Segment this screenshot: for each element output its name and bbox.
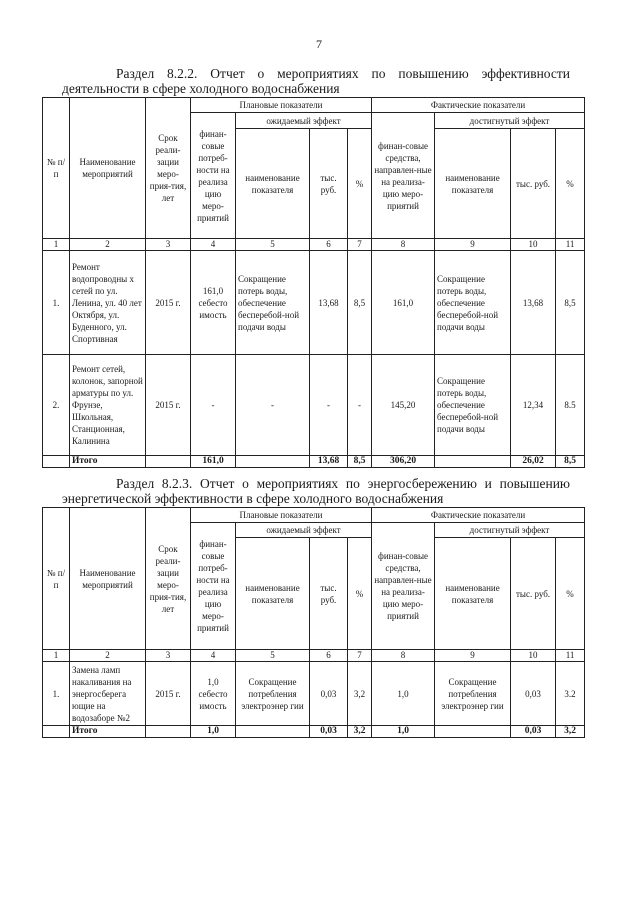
header-fact-pct: % [556,129,585,239]
row-fact-indicator: Сокращение потребления электроэнер гии [435,662,511,726]
header-fact-fin: финан-совые средства, направлен-ные на реализа-цию меро-приятий [372,113,435,239]
header-fact-rub: тыс. руб. [511,538,556,650]
col-num-4: 4 [191,239,236,251]
col-num-9: 9 [435,239,511,251]
header-expected: ожидаемый эффект [236,113,372,129]
header-plan-rub: тыс. руб. [310,129,348,239]
row-plan-indicator: Сокращение потерь воды, обеспечение бесперебой-ной подачи воды [236,251,310,355]
row-name: Ремонт водопроводны х сетей по ул. Ленина, ул. 40 лет Октября, ул. Буденного, ул. Спортивная [70,251,146,355]
col-num-10: 10 [511,650,556,662]
header-no: № п/ п [43,508,70,650]
row-plan-rub: - [310,355,348,456]
report-table-8-2-3 [42,507,585,738]
total-fact-rub: 26,02 [511,456,556,468]
header-achieved: достигнутый эффект [435,113,585,129]
section-1-title-line-2: деятельности в сфере холодного водоснабжения [62,81,340,96]
row-fact-pct: 8,5 [556,251,585,355]
total-fact-fin: 1,0 [372,726,435,738]
col-num-9: 9 [435,650,511,662]
section-1-title [62,66,570,96]
row-fact-pct: 8.5 [556,355,585,456]
total-row [43,726,585,738]
total-plan-rub: 13,68 [310,456,348,468]
row-plan-pct: 3,2 [348,662,372,726]
col-num-7: 7 [348,650,372,662]
header-expected: ожидаемый эффект [236,523,372,538]
row-plan-fin: 1,0 себесто имость [191,662,236,726]
col-num-11: 11 [556,239,585,251]
total-fact-pct: 3,2 [556,726,585,738]
header-name: Наименование мероприятий [70,98,146,239]
header-row-groups [43,508,585,523]
header-term: Срок реали-зации меро-прия-тия, лет [146,508,191,650]
col-num-3: 3 [146,650,191,662]
header-actual: Фактические показатели [372,508,585,523]
total-plan-pct: 8,5 [348,456,372,468]
row-no: 1. [43,662,70,726]
total-label: Итого [70,456,146,468]
row-plan-pct: - [348,355,372,456]
row-fact-fin: 1,0 [372,662,435,726]
total-plan-fin: 161,0 [191,456,236,468]
header-plan-rub: тыс. руб. [310,538,348,650]
total-plan-fin: 1,0 [191,726,236,738]
col-num-1: 1 [43,650,70,662]
col-num-5: 5 [236,239,310,251]
row-fact-rub: 12,34 [511,355,556,456]
row-plan-pct: 8,5 [348,251,372,355]
row-no: 1. [43,251,70,355]
col-num-8: 8 [372,239,435,251]
header-planned: Плановые показатели [191,98,372,113]
row-fact-rub: 13,68 [511,251,556,355]
row-fact-indicator: Сокращение потерь воды, обеспечение бесперебой-ной подачи воды [435,251,511,355]
header-row-groups [43,98,585,113]
row-fact-pct: 3.2 [556,662,585,726]
section-2-title-line-1: Раздел 8.2.3. Отчет о мероприятиях по энергосбережению и повышению [116,476,570,491]
col-num-11: 11 [556,650,585,662]
section-2-title [62,476,570,506]
header-plan-fin: финан-совые потреб-ности на реализа цию меро-приятий [191,113,236,239]
row-term: 2015 г. [146,355,191,456]
header-term: Срок реали-зации меро-прия-тия, лет [146,98,191,239]
row-plan-fin: 161,0 себесто имость [191,251,236,355]
row-fact-rub: 0,03 [511,662,556,726]
col-num-6: 6 [310,239,348,251]
col-num-5: 5 [236,650,310,662]
col-num-8: 8 [372,650,435,662]
header-fact-fin: финан-совые средства, направлен-ные на реализа-цию меро-приятий [372,523,435,650]
header-plan-fin: финан-совые потреб-ности на реализа цию меро-приятий [191,523,236,650]
total-fact-pct: 8,5 [556,456,585,468]
header-fact-rub: тыс. руб. [511,129,556,239]
row-name: Ремонт сетей, колонок, запорной арматуры по ул. Фрунзе, Школьная, Станционная, Калинина [70,355,146,456]
header-fact-ind: наименование показателя [435,129,511,239]
row-no: 2. [43,355,70,456]
header-actual: Фактические показатели [372,98,585,113]
row-fact-indicator: Сокращение потерь воды, обеспечение бесперебой-ной подачи воды [435,355,511,456]
page-number: 7 [316,37,322,51]
total-fact-fin: 306,20 [372,456,435,468]
table-row [43,355,585,456]
row-term: 2015 г. [146,662,191,726]
col-num-3: 3 [146,239,191,251]
row-fact-fin: 161,0 [372,251,435,355]
section-1-title-line-1: Раздел 8.2.2. Отчет о мероприятиях по повышению эффективности [116,66,570,81]
section-2-title-line-2: энергетической эффективности в сфере холодного водоснабжения [62,491,444,506]
report-table-8-2-2 [42,97,585,468]
row-plan-fin: - [191,355,236,456]
col-num-2: 2 [70,650,146,662]
total-label: Итого [70,726,146,738]
col-num-4: 4 [191,650,236,662]
column-number-row [43,650,585,662]
header-achieved: достигнутый эффект [435,523,585,538]
row-plan-rub: 0,03 [310,662,348,726]
row-fact-fin: 145,20 [372,355,435,456]
table-row [43,251,585,355]
total-row [43,456,585,468]
column-number-row [43,239,585,251]
col-num-6: 6 [310,650,348,662]
header-plan-ind: наименование показателя [236,538,310,650]
row-plan-indicator: - [236,355,310,456]
header-plan-pct: % [348,538,372,650]
table-row [43,662,585,726]
total-plan-rub: 0,03 [310,726,348,738]
row-term: 2015 г. [146,251,191,355]
header-fact-ind: наименование показателя [435,538,511,650]
col-num-2: 2 [70,239,146,251]
header-fact-pct: % [556,538,585,650]
header-plan-pct: % [348,129,372,239]
row-plan-rub: 13,68 [310,251,348,355]
header-plan-ind: наименование показателя [236,129,310,239]
total-fact-rub: 0,03 [511,726,556,738]
header-no: № п/ п [43,98,70,239]
header-planned: Плановые показатели [191,508,372,523]
total-plan-pct: 3,2 [348,726,372,738]
header-name: Наименование мероприятий [70,508,146,650]
row-plan-indicator: Сокращение потребления электроэнер гии [236,662,310,726]
row-name: Замена ламп накаливания на энергосберега ющие на водозаборе №2 [70,662,146,726]
col-num-7: 7 [348,239,372,251]
col-num-10: 10 [511,239,556,251]
col-num-1: 1 [43,239,70,251]
